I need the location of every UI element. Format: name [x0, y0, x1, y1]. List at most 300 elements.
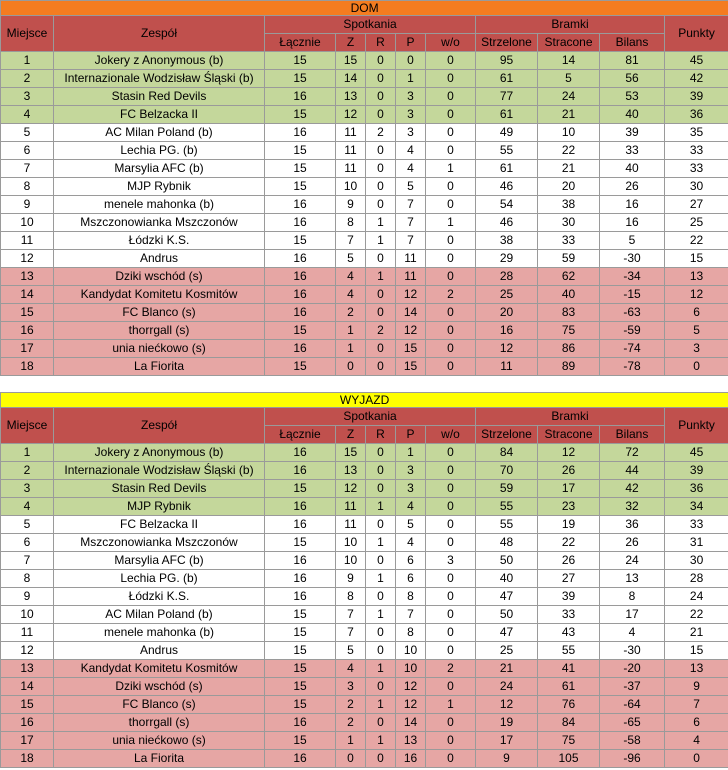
- cell-walkovers: 2: [426, 660, 476, 678]
- cell-walkovers: 0: [426, 304, 476, 322]
- cell-goals-for: 77: [476, 88, 538, 106]
- cell-games-total: 16: [265, 552, 336, 570]
- cell-losses: 3: [396, 480, 426, 498]
- cell-games-total: 15: [265, 480, 336, 498]
- cell-team: FC Belzacka II: [54, 516, 265, 534]
- cell-walkovers: 1: [426, 160, 476, 178]
- cell-walkovers: 0: [426, 516, 476, 534]
- cell-points: 33: [665, 142, 728, 160]
- cell-goal-difference: 13: [600, 570, 665, 588]
- cell-walkovers: 0: [426, 732, 476, 750]
- cell-draws: 1: [366, 534, 396, 552]
- header-goals-for: Strzelone: [476, 426, 538, 444]
- cell-goals-for: 19: [476, 714, 538, 732]
- cell-goal-difference: 53: [600, 88, 665, 106]
- cell-goals-for: 47: [476, 588, 538, 606]
- table-row: [1, 160, 728, 178]
- cell-walkovers: 0: [426, 444, 476, 462]
- cell-draws: 0: [366, 70, 396, 88]
- cell-games-total: 16: [265, 750, 336, 768]
- cell-team: Mszczonowianka Mszczonów: [54, 534, 265, 552]
- cell-wins: 2: [336, 714, 366, 732]
- cell-points: 5: [665, 322, 728, 340]
- cell-points: 22: [665, 232, 728, 250]
- cell-losses: 3: [396, 462, 426, 480]
- cell-points: 28: [665, 570, 728, 588]
- cell-games-total: 15: [265, 624, 336, 642]
- cell-wins: 0: [336, 358, 366, 376]
- cell-goals-for: 61: [476, 160, 538, 178]
- cell-losses: 1: [396, 444, 426, 462]
- cell-walkovers: 0: [426, 340, 476, 358]
- table-row: [1, 696, 728, 714]
- cell-position: 8: [1, 570, 54, 588]
- cell-position: 14: [1, 678, 54, 696]
- cell-team: menele mahonka (b): [54, 196, 265, 214]
- cell-points: 27: [665, 196, 728, 214]
- cell-losses: 10: [396, 642, 426, 660]
- cell-position: 8: [1, 178, 54, 196]
- table-row: [1, 70, 728, 88]
- cell-position: 18: [1, 750, 54, 768]
- cell-goals-against: 86: [538, 340, 600, 358]
- cell-walkovers: 0: [426, 88, 476, 106]
- cell-wins: 4: [336, 660, 366, 678]
- cell-losses: 8: [396, 624, 426, 642]
- cell-draws: 1: [366, 696, 396, 714]
- cell-position: 9: [1, 196, 54, 214]
- cell-goals-against: 33: [538, 232, 600, 250]
- table-row: [1, 660, 728, 678]
- cell-losses: 8: [396, 588, 426, 606]
- cell-team: Kandydat Komitetu Kosmitów: [54, 660, 265, 678]
- cell-goal-difference: -65: [600, 714, 665, 732]
- cell-wins: 7: [336, 232, 366, 250]
- cell-team: Lechia PG. (b): [54, 570, 265, 588]
- cell-goals-against: 21: [538, 106, 600, 124]
- cell-points: 15: [665, 250, 728, 268]
- cell-goal-difference: -15: [600, 286, 665, 304]
- cell-wins: 10: [336, 552, 366, 570]
- cell-games-total: 15: [265, 322, 336, 340]
- cell-goals-for: 49: [476, 124, 538, 142]
- cell-goal-difference: 16: [600, 214, 665, 232]
- cell-games-total: 16: [265, 304, 336, 322]
- cell-goals-against: 89: [538, 358, 600, 376]
- cell-goals-against: 62: [538, 268, 600, 286]
- cell-wins: 5: [336, 642, 366, 660]
- cell-wins: 1: [336, 322, 366, 340]
- cell-points: 25: [665, 214, 728, 232]
- cell-team: unia niećkowo (s): [54, 340, 265, 358]
- cell-draws: 0: [366, 286, 396, 304]
- table-row: [1, 214, 728, 232]
- cell-goals-against: 21: [538, 160, 600, 178]
- cell-goals-for: 46: [476, 214, 538, 232]
- cell-wins: 12: [336, 480, 366, 498]
- table-row: [1, 750, 728, 768]
- header-points: Punkty: [665, 408, 728, 444]
- cell-wins: 13: [336, 88, 366, 106]
- cell-position: 11: [1, 232, 54, 250]
- cell-goal-difference: 56: [600, 70, 665, 88]
- cell-position: 1: [1, 52, 54, 70]
- cell-team: unia niećkowo (s): [54, 732, 265, 750]
- cell-goal-difference: 24: [600, 552, 665, 570]
- table-row: [1, 124, 728, 142]
- cell-losses: 4: [396, 142, 426, 160]
- header-goals-for: Strzelone: [476, 34, 538, 52]
- cell-wins: 8: [336, 214, 366, 232]
- cell-draws: 1: [366, 268, 396, 286]
- cell-losses: 7: [396, 196, 426, 214]
- cell-wins: 9: [336, 570, 366, 588]
- header-matches: Spotkania: [265, 16, 476, 34]
- cell-goals-for: 24: [476, 678, 538, 696]
- cell-goals-against: 19: [538, 516, 600, 534]
- header-matches: Spotkania: [265, 408, 476, 426]
- cell-games-total: 16: [265, 124, 336, 142]
- away-table-title: WYJAZD: [1, 393, 728, 408]
- cell-position: 11: [1, 624, 54, 642]
- cell-goals-against: 22: [538, 142, 600, 160]
- cell-losses: 5: [396, 178, 426, 196]
- away-table: [0, 392, 728, 768]
- cell-goal-difference: -30: [600, 250, 665, 268]
- cell-losses: 11: [396, 268, 426, 286]
- cell-goals-against: 26: [538, 552, 600, 570]
- cell-draws: 0: [366, 106, 396, 124]
- header-losses: P: [396, 34, 426, 52]
- cell-games-total: 15: [265, 606, 336, 624]
- cell-team: Andrus: [54, 250, 265, 268]
- cell-walkovers: 3: [426, 552, 476, 570]
- cell-goals-for: 55: [476, 516, 538, 534]
- cell-goal-difference: 36: [600, 516, 665, 534]
- cell-team: FC Blanco (s): [54, 696, 265, 714]
- cell-games-total: 16: [265, 462, 336, 480]
- cell-position: 6: [1, 142, 54, 160]
- cell-points: 6: [665, 714, 728, 732]
- cell-team: thorrgall (s): [54, 714, 265, 732]
- cell-team: Stasin Red Devils: [54, 480, 265, 498]
- cell-losses: 6: [396, 552, 426, 570]
- cell-goals-against: 59: [538, 250, 600, 268]
- cell-walkovers: 0: [426, 124, 476, 142]
- cell-walkovers: 0: [426, 624, 476, 642]
- table-row: [1, 570, 728, 588]
- cell-games-total: 16: [265, 588, 336, 606]
- cell-goals-for: 61: [476, 70, 538, 88]
- cell-goal-difference: -78: [600, 358, 665, 376]
- cell-team: Internazionale Wodzisław Śląski (b): [54, 462, 265, 480]
- cell-points: 31: [665, 534, 728, 552]
- cell-goal-difference: -58: [600, 732, 665, 750]
- table-row: [1, 732, 728, 750]
- cell-goals-against: 12: [538, 444, 600, 462]
- cell-goals-for: 48: [476, 534, 538, 552]
- cell-draws: 0: [366, 196, 396, 214]
- header-goals: Bramki: [476, 16, 665, 34]
- cell-position: 9: [1, 588, 54, 606]
- cell-losses: 0: [396, 52, 426, 70]
- cell-walkovers: 0: [426, 714, 476, 732]
- cell-position: 16: [1, 714, 54, 732]
- cell-position: 12: [1, 250, 54, 268]
- home-standings-table: [0, 0, 728, 376]
- table-row: [1, 444, 728, 462]
- cell-team: Marsylia AFC (b): [54, 160, 265, 178]
- cell-walkovers: 0: [426, 322, 476, 340]
- cell-goals-for: 55: [476, 142, 538, 160]
- table-row: [1, 106, 728, 124]
- cell-position: 7: [1, 552, 54, 570]
- cell-wins: 2: [336, 696, 366, 714]
- cell-losses: 15: [396, 358, 426, 376]
- cell-goals-for: 25: [476, 286, 538, 304]
- cell-draws: 0: [366, 178, 396, 196]
- cell-wins: 3: [336, 678, 366, 696]
- cell-losses: 3: [396, 106, 426, 124]
- cell-walkovers: 0: [426, 268, 476, 286]
- cell-draws: 0: [366, 516, 396, 534]
- header-goal-difference: Bilans: [600, 426, 665, 444]
- table-row: [1, 358, 728, 376]
- cell-goals-against: 41: [538, 660, 600, 678]
- cell-points: 39: [665, 88, 728, 106]
- cell-losses: 3: [396, 88, 426, 106]
- cell-goals-for: 16: [476, 322, 538, 340]
- table-row: [1, 498, 728, 516]
- cell-wins: 1: [336, 732, 366, 750]
- cell-points: 7: [665, 696, 728, 714]
- cell-team: MJP Rybnik: [54, 498, 265, 516]
- cell-team: Mszczonowianka Mszczonów: [54, 214, 265, 232]
- cell-goals-for: 84: [476, 444, 538, 462]
- table-row: [1, 142, 728, 160]
- cell-walkovers: 0: [426, 142, 476, 160]
- cell-goals-for: 70: [476, 462, 538, 480]
- cell-goals-against: 40: [538, 286, 600, 304]
- cell-team: thorrgall (s): [54, 322, 265, 340]
- cell-goals-against: 20: [538, 178, 600, 196]
- cell-draws: 0: [366, 480, 396, 498]
- cell-walkovers: 0: [426, 250, 476, 268]
- cell-wins: 11: [336, 498, 366, 516]
- cell-goals-for: 17: [476, 732, 538, 750]
- cell-games-total: 15: [265, 696, 336, 714]
- table-row: [1, 322, 728, 340]
- cell-draws: 1: [366, 214, 396, 232]
- cell-losses: 12: [396, 322, 426, 340]
- cell-losses: 5: [396, 516, 426, 534]
- cell-wins: 9: [336, 196, 366, 214]
- table-row: [1, 232, 728, 250]
- cell-goal-difference: -37: [600, 678, 665, 696]
- cell-goals-for: 54: [476, 196, 538, 214]
- cell-walkovers: 0: [426, 106, 476, 124]
- cell-draws: 2: [366, 322, 396, 340]
- cell-team: Andrus: [54, 642, 265, 660]
- cell-games-total: 16: [265, 286, 336, 304]
- cell-wins: 7: [336, 606, 366, 624]
- cell-losses: 11: [396, 250, 426, 268]
- cell-goals-for: 46: [476, 178, 538, 196]
- cell-draws: 0: [366, 88, 396, 106]
- cell-draws: 0: [366, 714, 396, 732]
- cell-wins: 7: [336, 624, 366, 642]
- cell-walkovers: 0: [426, 498, 476, 516]
- cell-games-total: 16: [265, 250, 336, 268]
- header-wins: Z: [336, 426, 366, 444]
- cell-draws: 1: [366, 232, 396, 250]
- header-games-total: Łącznie: [265, 426, 336, 444]
- cell-wins: 11: [336, 160, 366, 178]
- cell-losses: 4: [396, 498, 426, 516]
- table-row: [1, 714, 728, 732]
- cell-points: 21: [665, 624, 728, 642]
- cell-losses: 7: [396, 606, 426, 624]
- cell-draws: 0: [366, 250, 396, 268]
- cell-draws: 0: [366, 160, 396, 178]
- cell-position: 2: [1, 70, 54, 88]
- cell-draws: 1: [366, 660, 396, 678]
- cell-games-total: 15: [265, 232, 336, 250]
- cell-goals-against: 17: [538, 480, 600, 498]
- cell-goal-difference: -30: [600, 642, 665, 660]
- cell-losses: 4: [396, 160, 426, 178]
- cell-goal-difference: -20: [600, 660, 665, 678]
- header-points: Punkty: [665, 16, 728, 52]
- cell-losses: 14: [396, 304, 426, 322]
- cell-walkovers: 0: [426, 232, 476, 250]
- cell-goals-against: 10: [538, 124, 600, 142]
- cell-walkovers: 0: [426, 678, 476, 696]
- cell-team: Internazionale Wodzisław Śląski (b): [54, 70, 265, 88]
- cell-draws: 0: [366, 142, 396, 160]
- cell-wins: 11: [336, 124, 366, 142]
- cell-team: La Fiorita: [54, 750, 265, 768]
- cell-games-total: 16: [265, 340, 336, 358]
- cell-position: 4: [1, 106, 54, 124]
- cell-goals-against: 61: [538, 678, 600, 696]
- cell-goal-difference: 42: [600, 480, 665, 498]
- cell-losses: 4: [396, 534, 426, 552]
- cell-goal-difference: 40: [600, 106, 665, 124]
- cell-points: 33: [665, 516, 728, 534]
- cell-position: 4: [1, 498, 54, 516]
- cell-position: 16: [1, 322, 54, 340]
- cell-games-total: 16: [265, 214, 336, 232]
- cell-goal-difference: 8: [600, 588, 665, 606]
- cell-games-total: 16: [265, 570, 336, 588]
- cell-points: 0: [665, 750, 728, 768]
- cell-goal-difference: 39: [600, 124, 665, 142]
- cell-draws: 0: [366, 678, 396, 696]
- cell-games-total: 15: [265, 660, 336, 678]
- cell-games-total: 15: [265, 142, 336, 160]
- cell-points: 39: [665, 462, 728, 480]
- cell-goals-against: 22: [538, 534, 600, 552]
- cell-position: 10: [1, 214, 54, 232]
- table-row: [1, 534, 728, 552]
- cell-goals-for: 20: [476, 304, 538, 322]
- cell-wins: 8: [336, 588, 366, 606]
- cell-wins: 4: [336, 268, 366, 286]
- cell-goal-difference: 81: [600, 52, 665, 70]
- cell-goals-for: 50: [476, 552, 538, 570]
- cell-wins: 14: [336, 70, 366, 88]
- away-standings-table: [0, 392, 728, 768]
- cell-position: 13: [1, 268, 54, 286]
- cell-position: 15: [1, 304, 54, 322]
- cell-games-total: 15: [265, 178, 336, 196]
- cell-goals-for: 12: [476, 696, 538, 714]
- header-team: Zespół: [54, 16, 265, 52]
- cell-position: 17: [1, 732, 54, 750]
- cell-games-total: 16: [265, 88, 336, 106]
- cell-team: Jokery z Anonymous (b): [54, 52, 265, 70]
- cell-walkovers: 0: [426, 178, 476, 196]
- cell-goals-against: 24: [538, 88, 600, 106]
- table-row: [1, 642, 728, 660]
- cell-team: Marsylia AFC (b): [54, 552, 265, 570]
- cell-goals-for: 29: [476, 250, 538, 268]
- cell-team: MJP Rybnik: [54, 178, 265, 196]
- cell-team: AC Milan Poland (b): [54, 124, 265, 142]
- cell-points: 22: [665, 606, 728, 624]
- cell-goals-for: 40: [476, 570, 538, 588]
- table-row: [1, 286, 728, 304]
- cell-games-total: 16: [265, 444, 336, 462]
- cell-goals-against: 55: [538, 642, 600, 660]
- table-row: [1, 304, 728, 322]
- cell-goal-difference: 44: [600, 462, 665, 480]
- cell-goal-difference: 40: [600, 160, 665, 178]
- cell-team: Dziki wschód (s): [54, 678, 265, 696]
- cell-goal-difference: 33: [600, 142, 665, 160]
- table-row: [1, 340, 728, 358]
- table-row: [1, 88, 728, 106]
- cell-draws: 0: [366, 624, 396, 642]
- cell-draws: 1: [366, 498, 396, 516]
- cell-points: 15: [665, 642, 728, 660]
- away-table-body: [1, 444, 728, 768]
- header-games-total: Łącznie: [265, 34, 336, 52]
- cell-goals-for: 9: [476, 750, 538, 768]
- cell-team: Łódzki K.S.: [54, 232, 265, 250]
- header-goals-against: Stracone: [538, 34, 600, 52]
- cell-walkovers: 0: [426, 606, 476, 624]
- cell-position: 13: [1, 660, 54, 678]
- table-row: [1, 268, 728, 286]
- cell-walkovers: 0: [426, 52, 476, 70]
- cell-goals-against: 76: [538, 696, 600, 714]
- cell-losses: 12: [396, 678, 426, 696]
- cell-games-total: 16: [265, 498, 336, 516]
- cell-points: 12: [665, 286, 728, 304]
- cell-goals-against: 83: [538, 304, 600, 322]
- cell-team: Kandydat Komitetu Kosmitów: [54, 286, 265, 304]
- home-table-body: [1, 52, 728, 376]
- cell-games-total: 15: [265, 70, 336, 88]
- cell-losses: 13: [396, 732, 426, 750]
- cell-wins: 2: [336, 304, 366, 322]
- table-row: [1, 678, 728, 696]
- cell-goals-against: 43: [538, 624, 600, 642]
- table-row: [1, 480, 728, 498]
- cell-position: 3: [1, 480, 54, 498]
